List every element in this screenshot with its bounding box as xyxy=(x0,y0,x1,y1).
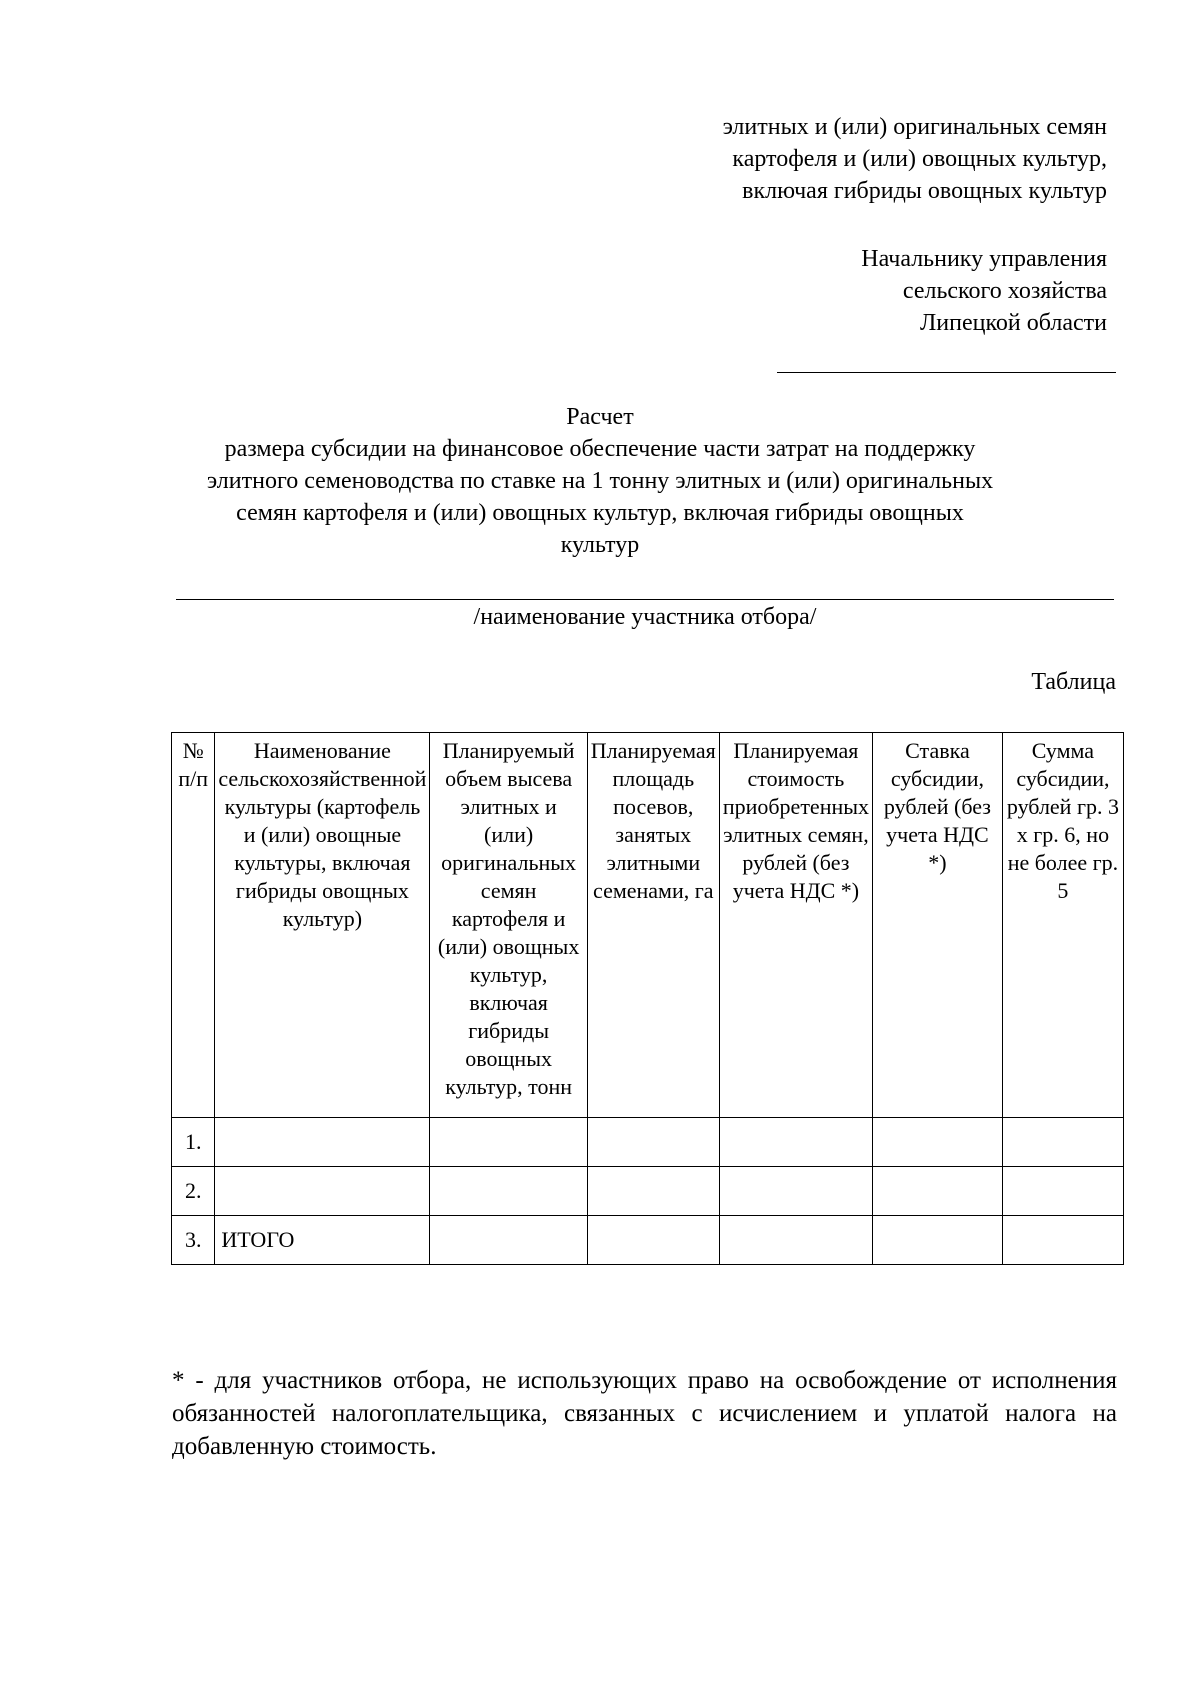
column-header-seeding-volume: Планируемый объем высева элитных и (или) оригинальных семян картофеля и (или) овощных культур, включая гибриды овощных культур, тонн xyxy=(430,733,587,1118)
title-line-2: элитного семеноводства по ставке на 1 тонну элитных и (или) оригинальных xyxy=(206,468,994,494)
document-title xyxy=(150,401,1050,561)
footnote: * - для участников отбора, не использующих право на освобождение от исполнения обязанностей налогоплательщика, связанных с исчислением и уплатой налога на добавленную стоимость. xyxy=(172,1367,1117,1460)
column-header-subsidy-sum: Сумма субсидии, рублей гр. 3 х гр. 6, но не более гр. 5 xyxy=(1002,733,1123,1118)
calculation-table xyxy=(171,732,1124,1265)
row-cell xyxy=(1002,1216,1123,1265)
row-cell xyxy=(587,1216,719,1265)
row-cell xyxy=(587,1118,719,1167)
column-header-seed-cost: Планируемая стоимость приобретенных элитных семян, рублей (без учета НДС *) xyxy=(719,733,872,1118)
row-number: 2. xyxy=(172,1167,215,1216)
row-number: 3. xyxy=(172,1216,215,1265)
table-caption: Таблица xyxy=(1031,669,1116,695)
row-cell xyxy=(873,1216,1003,1265)
row-cell xyxy=(719,1167,872,1216)
row-cell xyxy=(1002,1167,1123,1216)
header-line-3: включая гибриды овощных культур xyxy=(742,178,1107,204)
participant-caption: /наименование участника отбора/ xyxy=(473,604,817,630)
row-number: 1. xyxy=(172,1118,215,1167)
table-row-total xyxy=(172,1216,1124,1265)
title-line-4: культур xyxy=(560,532,640,558)
row-cell xyxy=(873,1167,1003,1216)
row-crop-name: ИТОГО xyxy=(215,1216,430,1265)
row-crop-name xyxy=(215,1167,430,1216)
column-header-crop-name: Наименование сельскохозяйственной культуры (картофель и (или) овощные культуры, включая гибриды овощных культур) xyxy=(215,733,430,1118)
row-cell xyxy=(587,1167,719,1216)
table-row xyxy=(172,1167,1124,1216)
row-crop-name xyxy=(215,1118,430,1167)
header-line-1: элитных и (или) оригинальных семян xyxy=(722,114,1107,140)
row-cell xyxy=(873,1118,1003,1167)
title-heading: Расчет xyxy=(566,404,634,430)
addressee-name-line xyxy=(777,372,1116,373)
row-cell xyxy=(430,1118,587,1167)
title-line-1: размера субсидии на финансовое обеспечение части затрат на поддержку xyxy=(224,436,976,462)
addressee-block xyxy=(587,243,1107,339)
header-line-2: картофеля и (или) овощных культур, xyxy=(732,146,1107,172)
row-cell xyxy=(719,1118,872,1167)
row-cell xyxy=(430,1216,587,1265)
column-header-sowing-area: Планируемая площадь посевов, занятых элитными семенами, га xyxy=(587,733,719,1118)
row-cell xyxy=(719,1216,872,1265)
addressee-line-1: Начальнику управления xyxy=(861,246,1107,272)
appendix-header xyxy=(587,111,1107,207)
addressee-line-3: Липецкой области xyxy=(920,310,1107,336)
table-row xyxy=(172,1118,1124,1167)
row-cell xyxy=(430,1167,587,1216)
row-cell xyxy=(1002,1118,1123,1167)
title-line-3: семян картофеля и (или) овощных культур, включая гибриды овощных xyxy=(236,500,964,526)
participant-name-line xyxy=(176,599,1114,600)
column-header-number: № п/п xyxy=(172,733,215,1118)
table-header-row xyxy=(172,733,1124,1118)
addressee-line-2: сельского хозяйства xyxy=(902,278,1107,304)
column-header-subsidy-rate: Ставка субсидии, рублей (без учета НДС *) xyxy=(873,733,1003,1118)
